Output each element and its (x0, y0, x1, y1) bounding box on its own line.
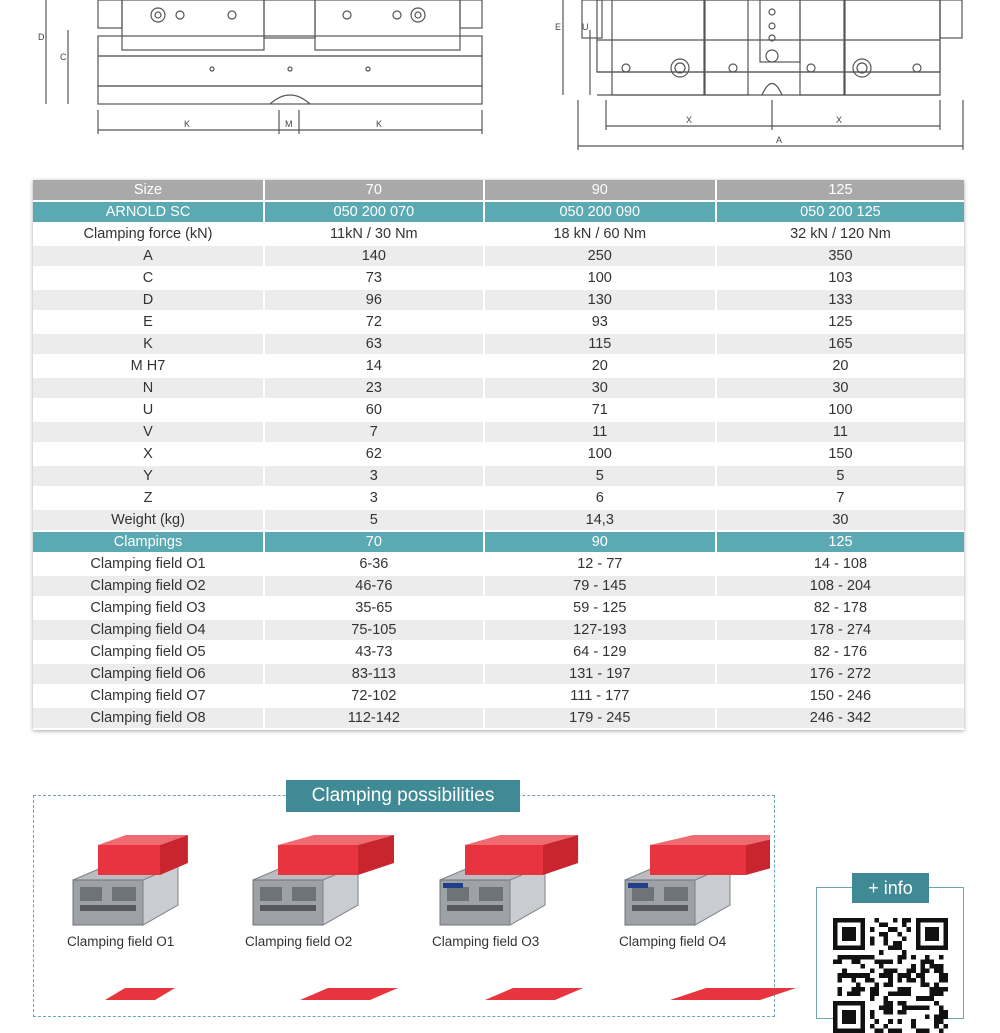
clamping-field-illustration (435, 825, 585, 945)
value-cell: 14 (265, 356, 485, 378)
clamping-field-illustration (620, 825, 770, 945)
table-row (33, 246, 964, 268)
value-cell: 125 (717, 180, 964, 202)
clamping-field-illustration (290, 980, 440, 1000)
model-number-row (33, 202, 964, 224)
value-cell: 5 (485, 466, 717, 488)
clamping-field-illustration (660, 980, 810, 1000)
value-cell: 165 (717, 334, 964, 356)
row-label-cell: Clamping force (kN) (33, 224, 265, 246)
row-label-cell: M H7 (33, 356, 265, 378)
value-cell: 70 (265, 532, 485, 554)
value-cell: 103 (717, 268, 964, 290)
clamping-field-illustration (95, 980, 245, 1000)
value-cell: 100 (485, 268, 717, 290)
table-row (33, 224, 964, 246)
row-label-cell: Clamping field O6 (33, 664, 265, 686)
clampings-header-row (33, 532, 964, 554)
row-label-cell: Clampings (33, 532, 265, 554)
row-label-cell: X (33, 444, 265, 466)
table-row (33, 356, 964, 378)
row-label-cell: A (33, 246, 265, 268)
value-cell: 75-105 (265, 620, 485, 642)
value-cell: 46-76 (265, 576, 485, 598)
clamping-field-illustration (68, 825, 218, 945)
row-label-cell: Clamping field O5 (33, 642, 265, 664)
value-cell: 32 kN / 120 Nm (717, 224, 964, 246)
dim-label-x-left: X (686, 115, 693, 125)
clamping-field-caption: Clamping field O4 (619, 934, 727, 949)
value-cell: 100 (717, 400, 964, 422)
value-cell: 130 (485, 290, 717, 312)
value-cell: 83-113 (265, 664, 485, 686)
dim-label-u: U (582, 22, 589, 32)
value-cell: 140 (265, 246, 485, 268)
row-label-cell: Clamping field O8 (33, 708, 265, 730)
row-label-cell: Clamping field O7 (33, 686, 265, 708)
value-cell: 30 (485, 378, 717, 400)
table-row (33, 334, 964, 356)
value-cell: 131 - 197 (485, 664, 717, 686)
value-cell: 72-102 (265, 686, 485, 708)
table-row (33, 422, 964, 444)
value-cell: 112-142 (265, 708, 485, 730)
dim-label-m: M (285, 119, 293, 129)
clamping-field-illustration (475, 980, 625, 1000)
value-cell: 11kN / 30 Nm (265, 224, 485, 246)
table-row (33, 488, 964, 510)
table-header-row (33, 180, 964, 202)
value-cell: 5 (717, 466, 964, 488)
table-row (33, 620, 964, 642)
row-label-cell: D (33, 290, 265, 312)
value-cell: 7 (717, 488, 964, 510)
dim-label-e: E (555, 22, 562, 32)
value-cell: 176 - 272 (717, 664, 964, 686)
table-row (33, 598, 964, 620)
value-cell: 90 (485, 532, 717, 554)
table-row (33, 642, 964, 664)
value-cell: 127-193 (485, 620, 717, 642)
value-cell: 60 (265, 400, 485, 422)
value-cell: 178 - 274 (717, 620, 964, 642)
value-cell: 79 - 145 (485, 576, 717, 598)
dim-label-c: C (60, 52, 67, 62)
value-cell: 250 (485, 246, 717, 268)
info-title: + info (852, 873, 929, 903)
value-cell: 050 200 125 (717, 202, 964, 224)
row-label-cell: N (33, 378, 265, 400)
value-cell: 100 (485, 444, 717, 466)
value-cell: 71 (485, 400, 717, 422)
value-cell: 72 (265, 312, 485, 334)
value-cell: 125 (717, 312, 964, 334)
table-row (33, 444, 964, 466)
value-cell: 14 - 108 (717, 554, 964, 576)
value-cell: 73 (265, 268, 485, 290)
clamping-field-caption: Clamping field O3 (432, 934, 540, 949)
value-cell: 18 kN / 60 Nm (485, 224, 717, 246)
row-label-cell: Clamping field O2 (33, 576, 265, 598)
value-cell: 6 (485, 488, 717, 510)
value-cell: 115 (485, 334, 717, 356)
value-cell: 82 - 178 (717, 598, 964, 620)
row-label-cell: Weight (kg) (33, 510, 265, 532)
value-cell: 20 (717, 356, 964, 378)
value-cell: 11 (485, 422, 717, 444)
table-row (33, 466, 964, 488)
value-cell: 6-36 (265, 554, 485, 576)
table-row (33, 576, 964, 598)
value-cell: 150 (717, 444, 964, 466)
row-label-cell: ARNOLD SC (33, 202, 265, 224)
value-cell: 59 - 125 (485, 598, 717, 620)
table-row (33, 400, 964, 422)
value-cell: 7 (265, 422, 485, 444)
specification-table (33, 180, 964, 730)
qr-code-icon[interactable] (833, 918, 948, 1033)
value-cell: 050 200 090 (485, 202, 717, 224)
value-cell: 246 - 342 (717, 708, 964, 730)
value-cell: 12 - 77 (485, 554, 717, 576)
row-label-cell: Clamping field O3 (33, 598, 265, 620)
value-cell: 93 (485, 312, 717, 334)
row-label-cell: Clamping field O1 (33, 554, 265, 576)
value-cell: 3 (265, 466, 485, 488)
value-cell: 108 - 204 (717, 576, 964, 598)
table-row (33, 510, 964, 532)
clamping-field-caption: Clamping field O2 (245, 934, 353, 949)
value-cell: 63 (265, 334, 485, 356)
value-cell: 179 - 245 (485, 708, 717, 730)
row-label-cell: U (33, 400, 265, 422)
value-cell: 050 200 070 (265, 202, 485, 224)
table-row (33, 312, 964, 334)
value-cell: 90 (485, 180, 717, 202)
value-cell: 43-73 (265, 642, 485, 664)
clamping-field-caption: Clamping field O1 (67, 934, 175, 949)
front-view-drawing (46, 0, 482, 134)
value-cell: 125 (717, 532, 964, 554)
value-cell: 11 (717, 422, 964, 444)
value-cell: 133 (717, 290, 964, 312)
table-row (33, 554, 964, 576)
value-cell: 111 - 177 (485, 686, 717, 708)
table-row (33, 378, 964, 400)
value-cell: 30 (717, 510, 964, 532)
clamping-field-illustration (248, 825, 398, 945)
table-row (33, 664, 964, 686)
value-cell: 62 (265, 444, 485, 466)
table-row (33, 686, 964, 708)
dim-label-x-right: X (836, 115, 843, 125)
value-cell: 150 - 246 (717, 686, 964, 708)
value-cell: 35-65 (265, 598, 485, 620)
value-cell: 30 (717, 378, 964, 400)
row-label-cell: Clamping field O4 (33, 620, 265, 642)
row-label-cell: V (33, 422, 265, 444)
row-label-cell: Size (33, 180, 265, 202)
row-label-cell: E (33, 312, 265, 334)
value-cell: 350 (717, 246, 964, 268)
value-cell: 96 (265, 290, 485, 312)
dim-label-k-right: K (376, 119, 383, 129)
value-cell: 82 - 176 (717, 642, 964, 664)
dim-label-a: A (776, 135, 783, 145)
value-cell: 70 (265, 180, 485, 202)
side-view-drawing (563, 0, 963, 150)
value-cell: 20 (485, 356, 717, 378)
technical-drawings (0, 0, 1000, 170)
row-label-cell: Y (33, 466, 265, 488)
clamping-possibilities-title: Clamping possibilities (286, 780, 520, 812)
dim-label-k-left: K (184, 119, 191, 129)
dim-label-d: D (38, 32, 45, 42)
table-row (33, 290, 964, 312)
table-row (33, 268, 964, 290)
table-row (33, 708, 964, 730)
value-cell: 5 (265, 510, 485, 532)
value-cell: 3 (265, 488, 485, 510)
row-label-cell: Z (33, 488, 265, 510)
row-label-cell: K (33, 334, 265, 356)
value-cell: 14,3 (485, 510, 717, 532)
value-cell: 64 - 129 (485, 642, 717, 664)
row-label-cell: C (33, 268, 265, 290)
value-cell: 23 (265, 378, 485, 400)
